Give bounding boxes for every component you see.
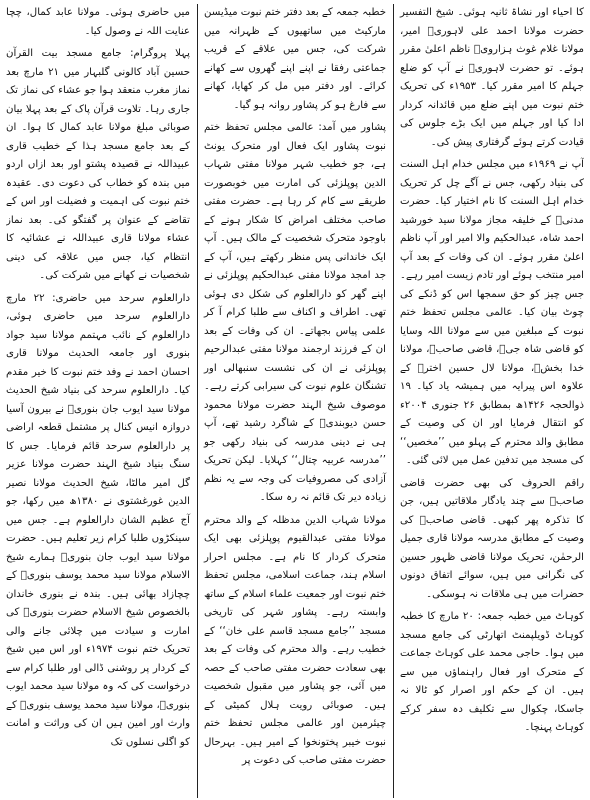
text-column-left — [6, 4, 192, 798]
text-column-right — [398, 4, 584, 798]
column-divider — [197, 4, 198, 798]
column-divider — [393, 4, 394, 798]
article-paragraph: راقم الحروف کی بھی حضرت قاضی صاحبؒ سے چند یادگار ملاقاتیں ہیں، جن کا تذکرہ پھر کبھی۔ قاضی صاحبؒ کی وصیت کے مطابق مدرسہ مولانا قاری جمیل الرحمٰن، تحریک مولانا قاضی ظہور حسین کی نگرانی میں ہیں، سوائے اتفاق دونوں حضرات میں ہی ملاقات نہ ہوسکی۔ — [400, 477, 584, 600]
article-paragraph: پشاور میں آمد: عالمی مجلس تحفظ ختم نبوت پشاور ایک فعال اور متحرک یونٹ ہے، جو خطیب شہر مولانا مفتی شہاب الدین پوپلزئی کی امارت میں خوبصورت طریقے سے کام کر رہا ہے۔ حضرت مفتی صاحب مختلف امراض کا شکار ہونے کے باوجود متحرک شخصیت کے مالک ہیں۔ آپ ایک خاندانی پس منظر رکھتے ہیں، آپ کے جد امجد مولانا مفتی عبدالحکیم پوپلزئی نے اپنے گھر کو دارالعلوم کی شکل دی ہوئی تھی۔ اطراف و اکناف سے طلبا کرام آ کر علمی پیاس بجھاتے۔ ان کی وفات کے بعد ان کے فرزند ارجمند مولانا مفتی عبدالرحیم پوپلزئی نے ان کی نشست سنبھالی اور تشنگان علوم نبوت کی سیرابی کرتے رہے۔ موصوف شیخ الہند حضرت مولانا محمود حسن دیوبندیؒ کے شاگرد رشید تھے، آپ ہی نے دینی مدرسہ کی بنیاد رکھی جو ’’مدرسہ عربیہ چتال‘‘ کہلایا۔ لیکن تحریک آزادی کی مصروفیات کی وجہ سے یہ نظم زیادہ دیر تک قائم نہ رہ سکا۔ — [204, 122, 386, 503]
article-paragraph: کا احیاء اور نشاۃ ثانیہ ہوئی۔ شیخ التفسیر حضرت مولانا احمد علی لاہوریؒ امیر، مولانا غلام غوث ہزارویؒ ناظم اعلیٰ مقرر ہوئے۔ تو حضرت لاہوریؒ نے آپ کو ضلع جہلم کا امیر مقرر کیا۔ ۱۹۵۳ء کی تحریک ختم نبوت میں اپنے ضلع میں قائدانہ کردار ادا کیا اور جہلم میں ایک بڑے جلوس کی قیادت کرتے ہوئے گرفتاری پیش کی۔ — [400, 7, 584, 148]
text-column-middle — [202, 4, 388, 798]
article-paragraph: خطبہ جمعہ کے بعد دفتر ختم نبوت میڈیسن مارکیٹ میں ساتھیوں کے ظہرانہ میں شرکت کی، جس میں علاقے کے قریب جماعتی رفقا نے اپنے اپنے گھروں سے کھانے کرائے۔ اور دفتر میں مل کر کھایا، کھانے سے فارغ ہو کر پشاور روانہ ہو گیا۔ — [204, 7, 386, 111]
article-paragraph: پہلا پروگرام: جامع مسجد بیت القرآن حسین آباد کالونی گلبہار میں ۲۱ مارچ بعد نماز مغرب منعقد ہوا جو عشاء کی نماز تک جاری رہا۔ تلاوت قرآن پاک کے بعد پہلا بیان صوبائی مبلغ مولانا عابد کمال کا ہوا۔ ان کے بعد جامع مسجد ہذا کے خطیب قاری عبیداللہ نے قصیدہ پشتو اور بعد ازاں اردو میں بندہ کو خطاب کی دعوت دی۔ عقیدہ ختم نبوت کی اہمیت و فضیلت اور اس کے تقاضے کے عنوان پر گفتگو کی۔ بعد نماز عشاء مولانا قاری عبیداللہ نے عشائیہ کا انتظام کیا، جس میں علاقہ کی دینی شخصیات نے کھانے میں شرکت کی۔ — [6, 48, 191, 281]
article-paragraph: کوہاٹ میں خطبہ جمعہ: ۲۰ مارچ کا خطبہ کوہاٹ ڈویلپمنٹ اتھارٹی کی جامع مسجد میں ہوا۔ حاجی محمد علی کوہاٹ جماعت کے متحرک اور فعال راہنماؤں میں سے ہیں۔ ان کے حکم اور اصرار کو ٹالا نہ جاسکا، چکوال سے تکلیف دہ سفر کرکے کوہاٹ پہنچا۔ — [400, 611, 584, 733]
article-paragraph: آپ نے ۱۹۶۹ء میں مجلس خدام اہل السنت کی بنیاد رکھی، جس نے آگے چل کر تحریک خدام اہل السنت کا نام اختیار کیا۔ حضرت مدنیؒ کے خلیفہ مجاز مولانا سید خورشید احمد شاہ، عبدالحکیم والا امیر اور آپ ناظم اعلیٰ مقرر ہوئے۔ ان کی وفات کے بعد آپ امیر منتخب ہوئے اور تادم زیست امیر رہے۔ جس چیز کو حق سمجھا اس کو ڈنکے کی چوٹ بیان کیا۔ عالمی مجلس تحفظ ختم نبوت کے مبلغین میں سے مولانا اللہ وسایا کو قاضی شاہ جیؒ، قاضی صاحبؒ، مولانا خدا بخشؒ، مولانا لال حسین اخترؒ کے علاوہ اس پیرایہ میں ہمیشہ یاد کیا۔ ۱۹ ذوالحجہ ۱۴۲۶ھ بمطابق ۲۶ جنوری ۲۰۰۴ء کو انتقال فرمایا اور ان کی وصیت کے مطابق والد محترم کے پہلو میں ’’مخصیں‘‘ کی مسجد میں تدفین عمل میں لائی گئی۔ — [400, 159, 584, 466]
article-paragraph: دارالعلوم سرحد میں حاضری: ۲۲ مارچ دارالعلوم سرحد میں حاضری ہوئی، دارالعلوم کے نائب مہتمم مولانا سید جواد بنوری اور جامعہ الحدیث مولانا قاری احسان احمد نے وفد ختم نبوت کا خیر مقدم کیا۔ دارالعلوم سرحد کی بنیاد شیخ الحدیث مولانا سید ایوب جان بنوریؒ نے بیرون آسیا دروازہ انیس کنال پر مشتمل قطعہ اراضی پر دارالعلوم سرحد قائم فرمایا۔ جس کا سنگ بنیاد شیخ الہند حضرت مولانا عزیر گل امیر مالٹا، شیخ الحدیث مولانا نصیر الدین غورغشتوی نے ۱۳۸۰ھ میں رکھا، جو آج عظیم الشان دارالعلوم ہے۔ جس میں سینکڑوں طلبا کرام زیر تعلیم ہیں۔ حضرت مولانا سید ایوب جان بنوریؒ ہمارے شیخ الاسلام مولانا سید محمد یوسف بنوریؒ کے چچازاد بھائی ہیں۔ بندہ نے بنوری خاندان بالخصوص شیخ الاسلام حضرت بنوریؒ کی امارت و سیادت میں چلائی جانے والی تحریک ختم نبوت ۱۹۷۴ء اور اس میں شیخ کے کردار پر روشنی ڈالی اور طلبا کرام سے درخواست کی کہ وہ مولانا سید محمد ایوب بنوریؒ، مولانا سید محمد یوسف بنوریؒ کے وارث اور امین ہیں ان کی وراثت و امانت کو اگلی نسلوں تک — [6, 292, 190, 748]
article-paragraph: میں حاضری ہوئی۔ مولانا عابد کمال، چچا عنایت اللہ نے وصول کیا۔ — [6, 7, 190, 37]
article-paragraph: مولانا شہاب الدین مدظلہ کے والد محترم مولانا مفتی عبدالقیوم پوپلزئی بھی ایک متحرک کردار کا نام ہے۔ مجلس احرار اسلام ہند، جماعت اسلامی، مجلس تحفظ ختم نبوت اور جمعیت علماء اسلام کے ساتھ وابستہ رہے۔ پشاور شہر کی تاریخی مسجد ’’جامع مسجد قاسم علی خان‘‘ کے خطیب رہے۔ والد محترم کی وفات کے بعد بھی سعادت حضرت مفتی صاحب کے حصہ میں آئی، جو پشاور میں مقبول شخصیت ہیں۔ صوبائی رویت ہلال کمیٹی کے چیئرمین اور عالمی مجلس تحفظ ختم نبوت خیبر پختونخوا کے امیر ہیں۔ بہرحال حضرت مفتی صاحب کی دعوت پر — [204, 514, 386, 766]
